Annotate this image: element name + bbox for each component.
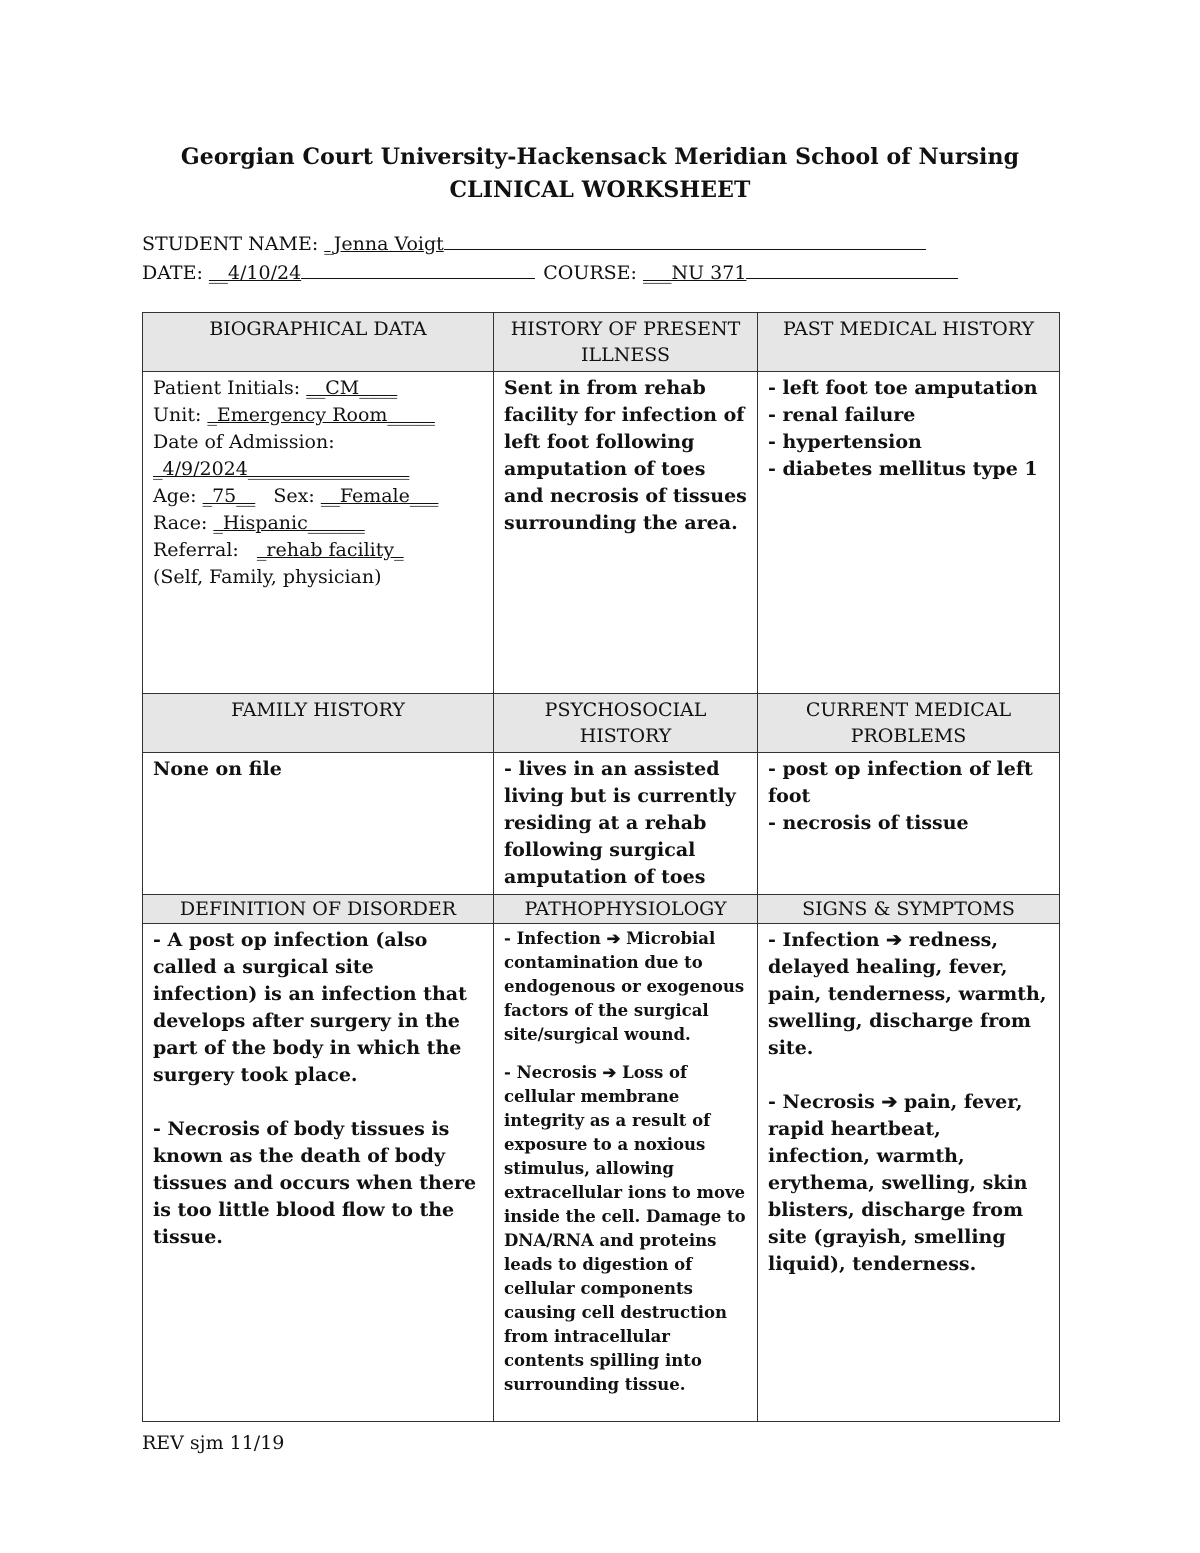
row3-body (143, 924, 1060, 1422)
sex-value: __Female___ (320, 485, 439, 507)
course-value: ___NU 371 (642, 262, 747, 284)
patho-text: Loss of cellular membrane integrity as a result of exposure to a noxious stimulus, allowing extracellular ions to move inside the cell. Damage to DNA/RNA and proteins leads to digestion of cellular components causing cell destruction from intracellular contents spilling into surrounding tissue. (504, 1063, 746, 1394)
pmh-cell (758, 372, 1060, 694)
date-fill (301, 261, 535, 279)
date-course-line (142, 261, 958, 284)
worksheet-title: CLINICAL WORKSHEET (449, 177, 751, 203)
sex-label: Sex: (273, 485, 315, 507)
family-history-cell: None on file (143, 753, 494, 895)
right-arrow-icon: ➔ (606, 929, 621, 948)
revision-footer: REV sjm 11/19 (142, 1432, 285, 1454)
patho-lead: - Infection (504, 929, 601, 948)
signs-paragraph (768, 1089, 1049, 1278)
signs-lead: - Necrosis (768, 1091, 875, 1113)
pmh-item: - diabetes mellitus type 1 (768, 458, 1038, 480)
race-value: _Hispanic______ (213, 512, 365, 534)
admission-value: _4/9/2024_________________ (153, 458, 410, 480)
definition-cell (143, 924, 494, 1422)
header-definition-of-disorder: DEFINITION OF DISORDER (143, 895, 494, 924)
row2-body (143, 753, 1060, 895)
right-arrow-icon: ➔ (886, 929, 903, 951)
definition-paragraph: - A post op infection (also called a surgical site infection) is an infection that develops after surgery in the part of the body in which the surgery took place. (153, 929, 467, 1086)
unit-label: Unit: (153, 404, 202, 426)
course-label: COURSE: (543, 262, 637, 284)
header-family-history: FAMILY HISTORY (143, 694, 494, 753)
date-value: __4/10/24 (208, 262, 302, 284)
pmh-item: - left foot toe amputation (768, 377, 1038, 399)
student-name-value: _Jenna Voigt (324, 233, 444, 255)
student-name-fill (444, 232, 926, 250)
initials-value: __CM____ (306, 377, 398, 399)
row1-headers (143, 313, 1060, 372)
current-problem-item: - necrosis of tissue (768, 812, 969, 834)
patho-text: Microbial contamination due to endogenous or exogenous factors of the surgical site/surgical wound. (504, 929, 745, 1044)
student-name-line (142, 232, 926, 255)
header-past-medical-history: PAST MEDICAL HISTORY (758, 313, 1060, 372)
course-fill (746, 261, 958, 279)
row3-headers (143, 895, 1060, 924)
header-current-medical-problems: CURRENT MEDICAL PROBLEMS (758, 694, 1060, 753)
row1-body (143, 372, 1060, 694)
unit-value: _Emergency Room_____ (207, 404, 435, 426)
pmh-item: - renal failure (768, 404, 916, 426)
definition-paragraph: - Necrosis of body tissues is known as the death of body tissues and occurs when there is too little blood flow to the tissue. (153, 1118, 477, 1248)
patho-paragraph (504, 927, 747, 1047)
header-history-present-illness: HISTORY OF PRESENT ILLNESS (494, 313, 758, 372)
biographical-data-cell (143, 372, 494, 694)
race-label: Race: (153, 512, 208, 534)
right-arrow-icon: ➔ (881, 1091, 898, 1113)
pmh-item: - hypertension (768, 431, 922, 453)
current-problems-cell (758, 753, 1060, 895)
header-biographical-data: BIOGRAPHICAL DATA (143, 313, 494, 372)
psychosocial-cell: - lives in an assisted living but is currently residing at a rehab following surgical amputation of toes (494, 753, 758, 895)
initials-label: Patient Initials: (153, 377, 301, 399)
signs-paragraph (768, 927, 1049, 1062)
admission-label: Date of Admission: (153, 431, 335, 453)
referral-label: Referral: (153, 539, 239, 561)
signs-text: pain, fever, rapid heartbeat, infection, warmth, erythema, swelling, skin blisters, discharge from site (grayish, smelling liquid), tenderness. (768, 1091, 1028, 1275)
pathophysiology-cell (494, 924, 758, 1422)
right-arrow-icon: ➔ (602, 1063, 617, 1082)
clinical-worksheet-table (142, 312, 1060, 1422)
row2-headers (143, 694, 1060, 753)
signs-lead: - Infection (768, 929, 880, 951)
header-signs-symptoms: SIGNS & SYMPTOMS (758, 895, 1060, 924)
current-problem-item: - post op infection of left foot (768, 758, 1033, 807)
patho-paragraph (504, 1061, 747, 1397)
header-psychosocial-history: PSYCHOSOCIAL HISTORY (494, 694, 758, 753)
age-label: Age: (153, 485, 197, 507)
student-name-label: STUDENT NAME: (142, 233, 319, 255)
school-title: Georgian Court University-Hackensack Meridian School of Nursing (180, 144, 1020, 170)
signs-text: redness, delayed healing, fever, pain, tenderness, warmth, swelling, discharge from site. (768, 929, 1047, 1059)
referral-value: _rehab facility_ (256, 539, 404, 561)
header-pathophysiology: PATHOPHYSIOLOGY (494, 895, 758, 924)
hpi-cell: Sent in from rehab facility for infection of left foot following amputation of toes and necrosis of tissues surrounding the area. (494, 372, 758, 694)
signs-symptoms-cell (758, 924, 1060, 1422)
referral-hint: (Self, Family, physician) (153, 566, 382, 588)
patho-lead: - Necrosis (504, 1063, 597, 1082)
age-value: _75__ (202, 485, 256, 507)
date-label: DATE: (142, 262, 203, 284)
